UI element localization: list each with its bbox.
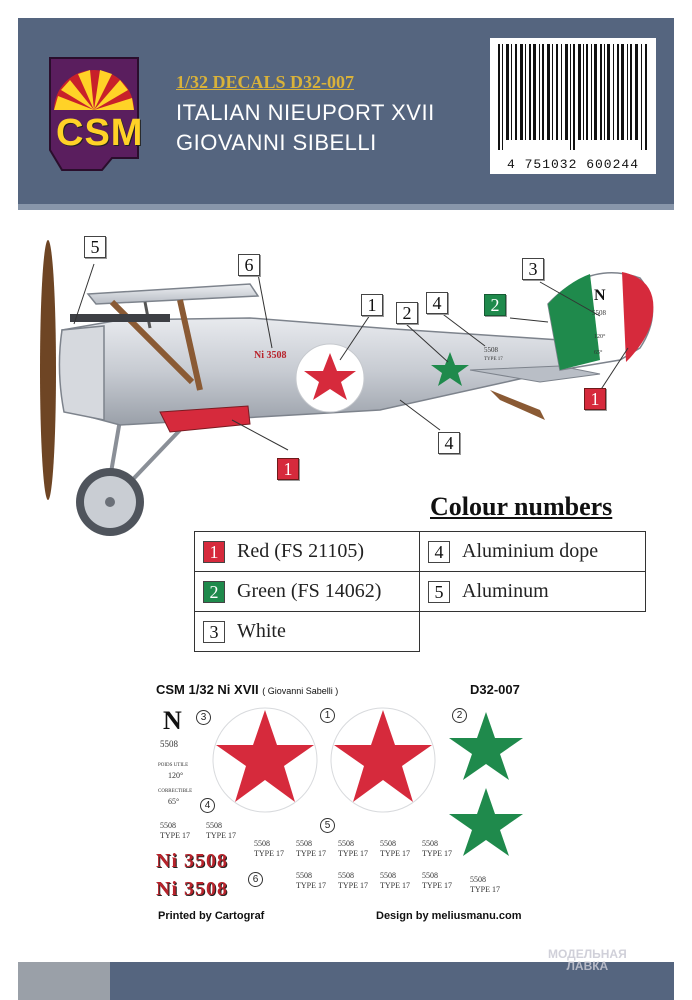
watermark (548, 948, 627, 972)
decal-serial-small: 5508 (206, 821, 222, 830)
callout-2-green: 2 (484, 294, 506, 316)
sheet-ref-3: 3 (196, 710, 211, 725)
decal-serial-small: 5508 (296, 839, 312, 848)
sheet-ref-4: 4 (200, 798, 215, 813)
decal-type-small: TYPE 17 (296, 881, 326, 890)
decal-type-small: TYPE 17 (422, 849, 452, 858)
decal-type-small: TYPE 17 (254, 849, 284, 858)
logo-text: CSM (56, 112, 144, 154)
callout-2-star: 2 (396, 302, 418, 324)
callout-3-white: 3 (522, 258, 544, 280)
callout-4-fuselage: 4 (438, 432, 460, 454)
decal-type-small: TYPE 17 (160, 831, 190, 840)
swatch-aluminium-dope: 4 (428, 541, 450, 563)
colour-label: Red (FS 21105) (237, 540, 365, 562)
rudder-serial: 5508 (592, 309, 606, 317)
printed-by: Printed by Cartograf (158, 910, 265, 922)
colour-numbers-title: Colour numbers (430, 492, 613, 521)
sheet-ref-2: 2 (452, 708, 467, 723)
decal-serial-rudder: 5508 (160, 739, 178, 749)
decal-text-b: 120° (168, 771, 184, 780)
decal-type-small: TYPE 17 (206, 831, 236, 840)
sheet-ref-5: 5 (320, 818, 335, 833)
decal-ni-serial-b: Ni 3508 (156, 878, 228, 900)
sheet-code: D32-007 (470, 682, 520, 697)
decal-serial-small: 5508 (422, 871, 438, 880)
colour-label: Green (FS 14062) (237, 580, 382, 602)
tail-serial: 5508 (484, 346, 498, 354)
colour-label: Aluminium dope (462, 540, 599, 562)
decal-type-small: TYPE 17 (296, 849, 326, 858)
swatch-white: 3 (203, 621, 225, 643)
title-aircraft: ITALIAN NIEUPORT XVII (176, 100, 435, 125)
product-code: 1/32 DECALS D32-007 (176, 72, 355, 92)
colour-label: White (237, 620, 286, 642)
swatch-aluminum: 5 (428, 581, 450, 603)
decal-serial-small: 5508 (380, 839, 396, 848)
decal-serial-small: 5508 (296, 871, 312, 880)
rudder-text2: 65° (594, 350, 603, 356)
decal-serial-small: 5508 (338, 839, 354, 848)
decal-type-small: TYPE 17 (338, 881, 368, 890)
decal-type-small: TYPE 17 (422, 881, 452, 890)
decal-serial-small: 5508 (380, 871, 396, 880)
rudder-letter: N (594, 287, 606, 304)
sheet-title-main: CSM 1/32 Ni XVII (156, 682, 259, 697)
watermark-line1: МОДЕЛЬНАЯ (548, 947, 627, 961)
sheet-ref-1: 1 (320, 708, 335, 723)
rudder-text1: 120° (594, 334, 606, 340)
decal-serial-small: 5508 (422, 839, 438, 848)
decal-text-c: CORRECTIBLE (158, 789, 193, 794)
decal-type-small: TYPE 17 (470, 885, 500, 894)
colour-label: Aluminum (462, 580, 549, 602)
sheet-ref-6: 6 (248, 872, 263, 887)
decal-type-small: TYPE 17 (380, 881, 410, 890)
fuselage-serial: Ni 3508 (254, 350, 287, 361)
decal-text-a: POIDS UTILE (158, 763, 189, 768)
decal-type-small: TYPE 17 (380, 849, 410, 858)
swatch-green: 2 (203, 581, 225, 603)
decal-green-star-b (449, 788, 523, 856)
callout-6: 6 (238, 254, 260, 276)
title-pilot: GIOVANNI SIBELLI (176, 130, 377, 155)
decal-text-d: 65° (168, 797, 180, 806)
callout-4-serial: 4 (426, 292, 448, 314)
decal-ni-serial-a: Ni 3508 (156, 850, 228, 872)
decal-serial-small: 5508 (254, 839, 270, 848)
sheet-title-sub: ( Giovanni Sabelli ) (262, 686, 339, 696)
callout-1-wing: 1 (277, 458, 299, 480)
callout-5: 5 (84, 236, 106, 258)
callout-1-star: 1 (361, 294, 383, 316)
decal-serial-small: 5508 (160, 821, 176, 830)
decal-serial-small: 5508 (470, 875, 486, 884)
decal-big-n: N (163, 706, 182, 735)
design-by: Design by meliusmanu.com (376, 910, 522, 922)
watermark-line2: ЛАВКА (566, 959, 609, 973)
decal-type-small: TYPE 17 (338, 849, 368, 858)
callout-1-rudder: 1 (584, 388, 606, 410)
swatch-red: 1 (203, 541, 225, 563)
footer-left-block (18, 962, 110, 1000)
barcode-number: 4 751032 600244 (506, 157, 640, 172)
tail-type: TYPE 17 (484, 357, 503, 362)
decal-serial-small: 5508 (338, 871, 354, 880)
